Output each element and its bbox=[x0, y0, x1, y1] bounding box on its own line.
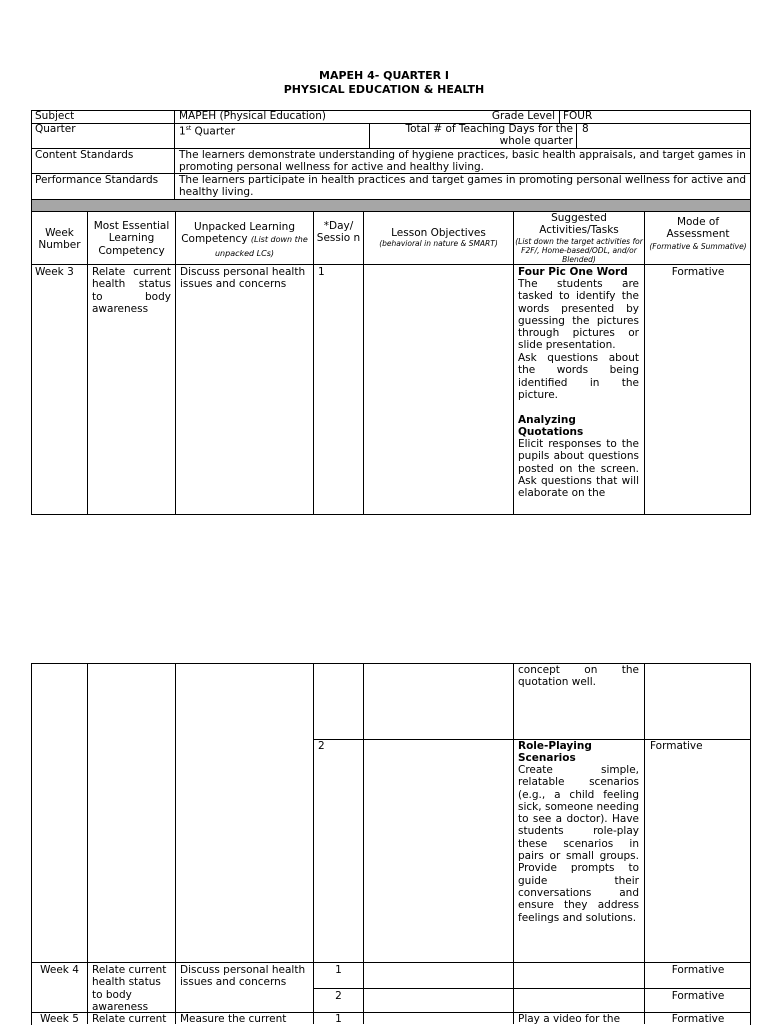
header-unpacked: Unpacked Learning Competency (List down the unpacked LCs) bbox=[181, 221, 308, 258]
header-activities: Suggested Activities/Tasks bbox=[539, 212, 619, 237]
week4-unpacked: Discuss personal health issues and concerns bbox=[180, 964, 306, 989]
week3-activity2-body: Elicit responses to the pupils about questions posted on the screen. Ask questions that will elaborate on the bbox=[518, 438, 639, 500]
grade-level-label: Grade Level bbox=[491, 110, 555, 122]
week3-melc: Relate current health status to body awareness bbox=[92, 266, 171, 315]
header-objectives-note: (behavioral in nature & SMART) bbox=[379, 239, 498, 248]
week5-assessment: Formative bbox=[671, 1013, 725, 1025]
week3-activity1-title: Four Pic One Word bbox=[518, 266, 628, 278]
subject-label: Subject bbox=[35, 110, 75, 122]
teaching-days-label: Total # of Teaching Days for the whole quarter bbox=[405, 123, 573, 148]
week3-activity1-body: The students are tasked to identify the words presented by guessing the pictures through pictures or slide presentation. bbox=[518, 278, 639, 352]
week3-activity2-continued: concept on the quotation well. bbox=[518, 664, 639, 689]
week3-unpacked: Discuss personal health issues and concerns bbox=[180, 266, 306, 291]
week4-number: Week 4 bbox=[40, 964, 79, 976]
performance-standards-value: The learners participate in health practices and target games in promoting personal wellness for active and healthy living. bbox=[179, 174, 747, 199]
week4-melc: Relate current health status to body awareness bbox=[92, 964, 167, 1013]
document-subtitle: PHYSICAL EDUCATION & HEALTH bbox=[283, 83, 485, 96]
week5-melc: Relate current bbox=[92, 1013, 167, 1025]
week3-assessment: Formative bbox=[671, 266, 725, 278]
header-activities-note: (List down the target activities for F2F/, Home-based/ODL, and/or Blended) bbox=[515, 237, 643, 264]
header-day: *Day/ Sessio n bbox=[316, 220, 361, 245]
header-week: Week Number bbox=[38, 227, 81, 252]
week5-day: 1 bbox=[335, 1013, 342, 1025]
quarter-label: Quarter bbox=[35, 123, 76, 135]
week4-assessment1: Formative bbox=[671, 964, 725, 976]
week3-activity2-title: Analyzing Quotations bbox=[518, 414, 584, 439]
performance-standards-label: Performance Standards bbox=[35, 174, 159, 186]
quarter-value: 1st Quarter bbox=[179, 125, 236, 138]
header-assessment: Mode of Assessment bbox=[666, 216, 730, 241]
header-objectives: Lesson Objectives bbox=[391, 227, 486, 239]
teaching-days-value: 8 bbox=[582, 123, 589, 135]
week3-day2-assessment: Formative bbox=[650, 740, 703, 752]
week4-day2: 2 bbox=[335, 990, 342, 1002]
subject-value: MAPEH (Physical Education) bbox=[179, 110, 326, 122]
week3-day: 1 bbox=[318, 266, 325, 278]
header-assessment-note: (Formative & Summative) bbox=[649, 242, 747, 251]
week3-day2: 2 bbox=[318, 740, 325, 752]
week5-unpacked: Measure the current bbox=[180, 1013, 287, 1025]
week3-activity3-body: Create simple, relatable scenarios (e.g., a child feeling sick, someone needing to see a doctor). Have students role-play these scenarios in pairs or small groups. Provide prompts to guide their conversations and ensure they address feelings and solutions. bbox=[518, 764, 639, 924]
document-title: MAPEH 4- QUARTER I bbox=[319, 69, 449, 82]
week4-assessment2: Formative bbox=[671, 990, 725, 1002]
week3-number: Week 3 bbox=[35, 266, 74, 278]
week3-activity1-body2: Ask questions about the words being identified in the picture. bbox=[518, 352, 639, 401]
week4-day1: 1 bbox=[335, 964, 342, 976]
grade-level-value: FOUR bbox=[563, 110, 593, 122]
week5-activity: Play a video for the bbox=[518, 1013, 621, 1025]
header-melc: Most Essential Learning Competency bbox=[93, 220, 170, 257]
content-standards-value: The learners demonstrate understanding of hygiene practices, basic health appraisals, and target games in promoting personal wellness for active and healthy living. bbox=[179, 149, 746, 174]
week5-number: Week 5 bbox=[40, 1013, 79, 1025]
content-standards-label: Content Standards bbox=[35, 149, 134, 161]
week3-activity3-title: Role-Playing Scenarios bbox=[518, 740, 592, 765]
